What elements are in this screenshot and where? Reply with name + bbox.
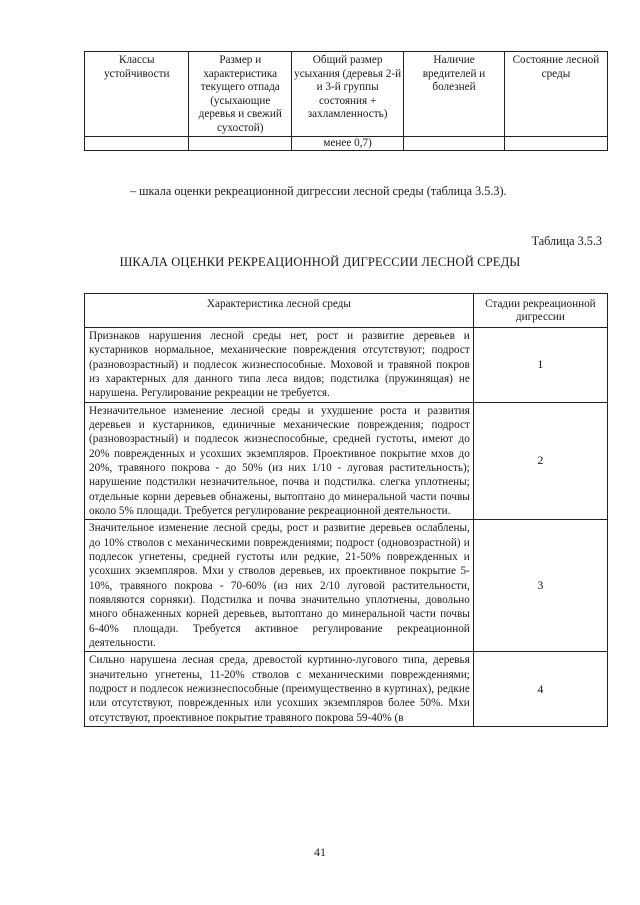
header-cell-total-dieback: Общий размер усыхания (деревья 2-й и 3-й группы состояния + захламленность) (292, 52, 404, 137)
header-cell-pests: Наличие вредителей и болезней (404, 52, 505, 137)
header-cell-characteristic: Характеристика лесной среды (85, 294, 474, 328)
stage-cell: 4 (473, 652, 607, 727)
table-cell (404, 136, 505, 151)
table-row (85, 402, 608, 520)
characteristic-cell: Незначительное изменение лесной среды и ухудшение роста и развития деревьев и кустарников, единичные механические повреждения; подрост (разновозрастный) и подлесок жизнеспособные, средней густоты, имеют до 20% поврежденных и усохших экземпляров. Проективное покрытие мхов до 20%, травяного покрова - до 50% (из них 1/10 - луговая растительность); нарушение подстилки незначительное, почва и подстилка. слегка уплотнены; отдельные корни деревьев обнажены, вытоптано до минеральной части почвы около 5% площади. Требуется регулирование рекреационной деятельности. (85, 402, 474, 520)
table-row (85, 136, 608, 151)
table-title: ШКАЛА ОЦЕНКИ РЕКРЕАЦИОННОЙ ДИГРЕССИИ ЛЕСНОЙ СРЕДЫ (119, 255, 521, 269)
table-row (85, 520, 608, 652)
characteristic-cell: Сильно нарушена лесная среда, древостой куртинно-лугового типа, деревья значительно угнетены, 11-20% стволов с механическими повреждениями; подрост и подлесок нежизнеспособные (преимущественно в куртинах), редкие или отсутствуют, поврежденных или усохших экземпляров более 50%. Мхи отсутствуют, проективное покрытие травяного покрова 59-40% (в (85, 652, 474, 727)
recreational-digression-table (84, 293, 608, 727)
table-row (85, 652, 608, 727)
header-cell-current-loss: Размер и характеристика текущего отпада (усыхающие деревья и свежий сухостой) (189, 52, 292, 137)
header-cell-classes: Классы устойчивости (85, 52, 189, 137)
page-number: 41 (314, 845, 326, 859)
table-cell (189, 136, 292, 151)
header-cell-stage: Стадии рекреационной дигрессии (473, 294, 607, 328)
table-cell (85, 136, 189, 151)
characteristic-cell: Значительное изменение лесной среды, рост и развитие деревьев ослаблены, до 10% стволов с механическими повреждениями; подрост (одновозрастной) и подлесок угнетены, средней густоты или редкие, 21-50% поврежденных и усохших экземпляров. Мхи у стволов деревьев, их проективное покрытие 5-10%, травяного покрова - 70-60% (из них 2/10 луговой растительности, появляются сорняки). Подстилка и почва значительно уплотнены, довольно много обнаженных корней деревьев, вытоптано до минеральной части почвы 6-40% площади. Требуется активное регулирование рекреационной деятельности. (85, 520, 474, 652)
stage-cell: 3 (473, 520, 607, 652)
resistance-classes-table (84, 51, 608, 151)
table-cell: менее 0,7) (292, 136, 404, 151)
table-row (85, 327, 608, 402)
table-number: Таблица 3.5.3 (531, 234, 602, 248)
stage-cell: 1 (473, 327, 607, 402)
table-cell (504, 136, 607, 151)
table-header-row (85, 294, 608, 328)
scale-reference-note: – шкала оценки рекреационной дигрессии лесной среды (таблица 3.5.3). (130, 184, 507, 198)
table-header-row (85, 52, 608, 137)
characteristic-cell: Признаков нарушения лесной среды нет, рост и развитие деревьев и кустарников нормальное, механические повреждения отсутствуют; подрост (разновозрастный) и подлесок жизнеспособные. Моховой и травяной покров из характерных для данного типа леса видов; подстилка (пружинящая) не нарушена. Регулирование рекреации не требуется. (85, 327, 474, 402)
stage-cell: 2 (473, 402, 607, 520)
header-cell-forest-state: Состояние лесной среды (504, 52, 607, 137)
